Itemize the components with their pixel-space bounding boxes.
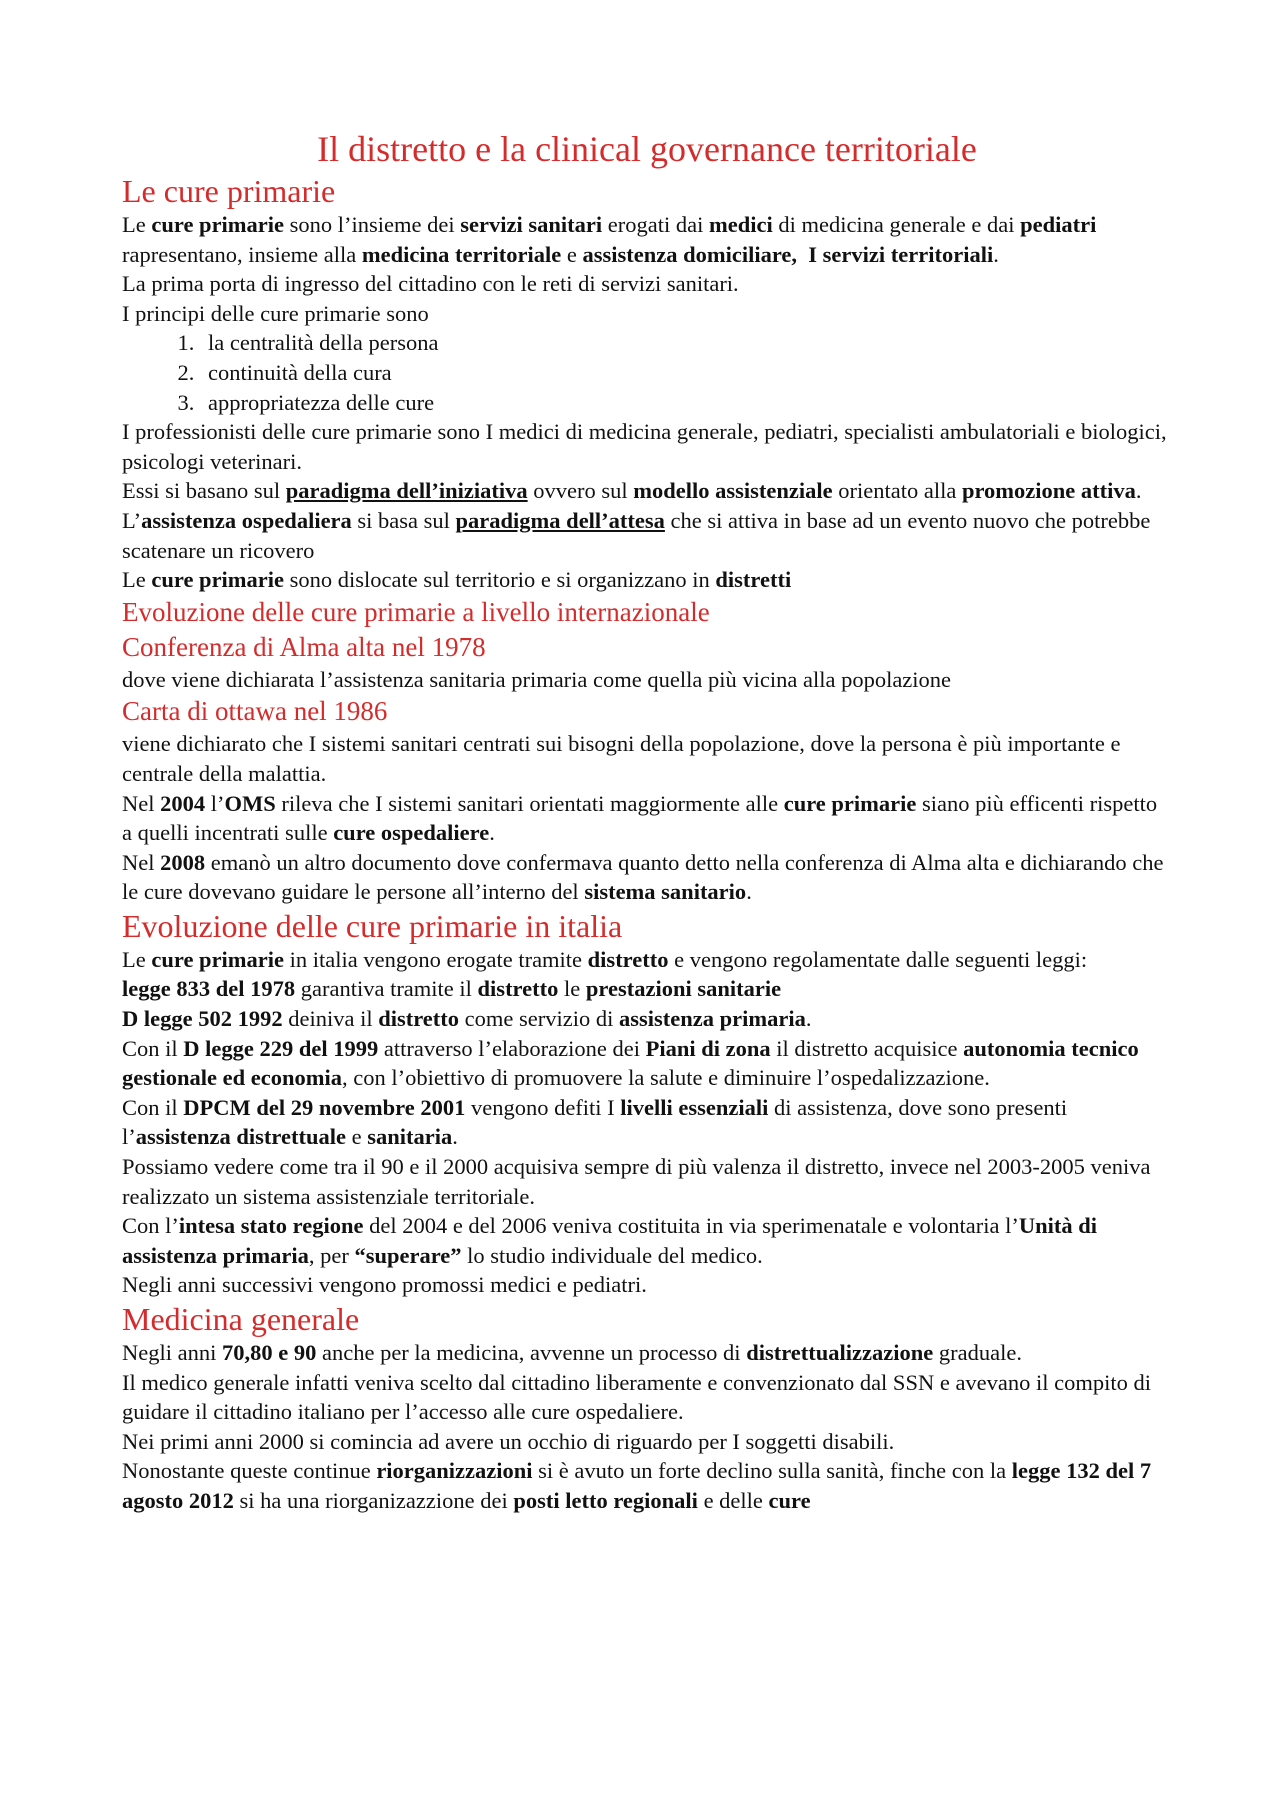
list-item: 3. appropriatezza delle cure xyxy=(200,388,1172,418)
paragraph: Negli anni 70,80 e 90 anche per la medicina, avvenne un processo di distrettualizzazione graduale. xyxy=(122,1340,1022,1365)
document-title: Il distretto e la clinical governance territoriale xyxy=(317,129,977,169)
paragraph: Con il D legge 229 del 1999 attraverso l’elaborazione dei Piani di zona il distretto acquisice autonomia tecnico gestionale ed economia, con l’obiettivo di promuovere la salute e diminuire l’ospedalizzazione. xyxy=(122,1035,1139,1091)
subheading-alma-alta: Conferenza di Alma alta nel 1978 xyxy=(122,631,486,662)
paragraph: Le cure primarie sono l’insieme dei servizi sanitari erogati dai medici di medicina generale e dai pediatri rapresentano, insieme alla medicina territoriale e assistenza domiciliare, I servizi territoriali. xyxy=(122,212,1097,267)
principles-list xyxy=(122,328,1172,417)
paragraph: Con il DPCM del 29 novembre 2001 vengono defiti I livelli essenziali di assistenza, dove sono presenti l’assistenza distrettuale e sanitaria. xyxy=(122,1094,1068,1150)
list-item: 1. la centralità della persona xyxy=(200,328,1172,358)
document-page xyxy=(122,128,1172,1516)
subheading-carta-ottawa: Carta di ottawa nel 1986 xyxy=(122,696,388,727)
paragraph: legge 833 del 1978 garantiva tramite il distretto le prestazioni sanitarie xyxy=(122,976,782,1002)
paragraph: Nei primi anni 2000 si comincia ad avere un occhio di riguardo per I soggetti disabili. xyxy=(122,1428,895,1454)
paragraph: Il medico generale infatti veniva scelto dal cittadino liberamente e convenzionato dal SSN e avevano il compito di guidare il cittadino italiano per l’accesso alle cure ospedaliere. xyxy=(122,1369,1152,1425)
section-heading-medicina-generale: Medicina generale xyxy=(122,1301,360,1337)
paragraph: Con l’intesa stato regione del 2004 e del 2006 veniva costituita in via sperimenatale e volontaria l’Unità di assistenza primaria, per “superare” lo studio individuale del medico. xyxy=(122,1213,1098,1268)
paragraph: Nel 2004 l’OMS rileva che I sistemi sanitari orientati maggiormente alle cure primarie siano più efficenti rispetto a quelli incentrati sulle cure ospedaliere. xyxy=(122,790,1158,846)
paragraph: Nonostante queste continue riorganizzazioni si è avuto un forte declino sulla sanità, finche con la legge 132 del 7 agosto 2012 si ha una riorganizazzione dei posti letto regionali e delle cure xyxy=(122,1458,1152,1513)
section-heading-cure-primarie: Le cure primarie xyxy=(122,173,336,209)
paragraph: Le cure primarie in italia vengono erogate tramite distretto e vengono regolamentate dalle seguenti leggi: xyxy=(122,946,1088,972)
paragraph: Negli anni successivi vengono promossi medici e pediatri. xyxy=(122,1272,647,1298)
section-heading-italia: Evoluzione delle cure primarie in italia xyxy=(122,907,623,944)
paragraph: I professionisti delle cure primarie sono I medici di medicina generale, pediatri, specialisti ambulatoriali e biologici, psicologi veterinari. xyxy=(122,419,1167,474)
paragraph: Essi si basano sul paradigma dell’iniziativa ovvero sul modello assistenziale orientato alla promozione attiva. xyxy=(122,478,1142,504)
paragraph: L’assistenza ospedaliera si basa sul paradigma dell’attesa che si attiva in base ad un evento nuovo che potrebbe scatenare un ricovero xyxy=(122,507,1151,563)
list-item: 2. continuità della cura xyxy=(200,358,1172,388)
paragraph: I principi delle cure primarie sono xyxy=(122,300,429,326)
paragraph: Possiamo vedere come tra il 90 e il 2000 acquisiva sempre di più valenza il distretto, invece nel 2003-2005 veniva realizzato un sistema assistenziale territoriale. xyxy=(122,1154,1151,1209)
paragraph: D legge 502 1992 deiniva il distretto come servizio di assistenza primaria. xyxy=(122,1006,812,1032)
paragraph: La prima porta di ingresso del cittadino con le reti di servizi sanitari. xyxy=(122,271,739,297)
section-heading-internazionale: Evoluzione delle cure primarie a livello internazionale xyxy=(122,596,710,627)
paragraph: Le cure primarie sono dislocate sul territorio e si organizzano in distretti xyxy=(122,567,792,593)
paragraph: dove viene dichiarata l’assistenza sanitaria primaria come quella più vicina alla popolazione xyxy=(122,666,952,692)
paragraph: viene dichiarato che I sistemi sanitari centrati sui bisogni della popolazione, dove la persona è più importante e centrale della malattia. xyxy=(122,731,1121,786)
paragraph: Nel 2008 emanò un altro documento dove confermava quanto detto nella conferenza di Alma alta e dichiarando che le cure dovevano guidare le persone all’interno del sistema sanitario. xyxy=(122,849,1164,905)
